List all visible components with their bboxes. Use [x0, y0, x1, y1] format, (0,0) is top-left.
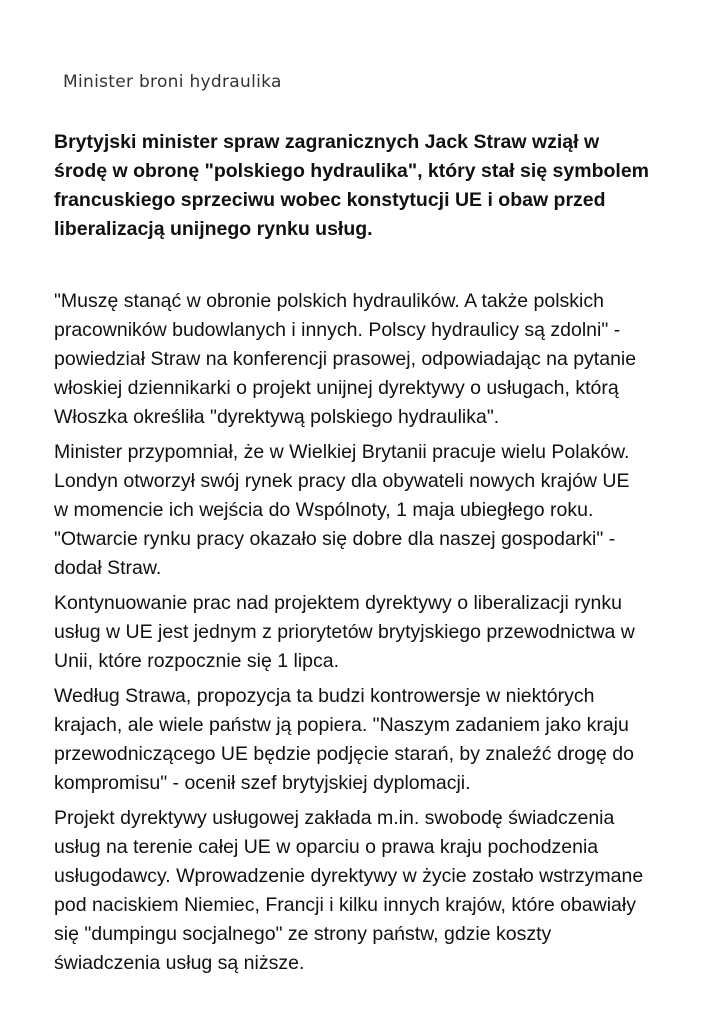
body-line: Minister przypomniał, że w Wielkiej Brytanii pracuje wielu Polaków. — [54, 441, 630, 463]
body-line: pod naciskiem Niemiec, Francji i kilku innych krajów, które obawiały — [54, 894, 636, 916]
article-lead — [54, 128, 674, 244]
body-paragraph — [54, 287, 682, 432]
body-line: pracowników budowlanych i innych. Polscy hydraulicy są zdolni" - — [54, 319, 621, 341]
body-line: Londyn otworzył swój rynek pracy dla obywateli nowych krajów UE — [54, 470, 630, 492]
body-line: Według Strawa, propozycja ta budzi kontrowersje w niektórych — [54, 685, 595, 707]
body-line: usług na terenie całej UE w oparciu o prawa kraju pochodzenia — [54, 836, 599, 858]
article-title: Minister broni hydraulika — [63, 72, 282, 92]
body-line: świadczenia usług są niższe. — [54, 952, 305, 974]
lead-line: liberalizacją unijnego rynku usług. — [54, 218, 373, 240]
body-paragraph — [54, 589, 682, 676]
body-paragraph — [54, 682, 682, 798]
body-line: krajach, ale wiele państw ją popiera. "Naszym zadaniem jako kraju — [54, 714, 629, 736]
body-line: się "dumpingu socjalnego" ze strony państw, gdzie koszty — [54, 923, 552, 945]
article-body — [54, 287, 682, 984]
body-line: "Muszę stanąć w obronie polskich hydraulików. A także polskich — [54, 290, 604, 312]
body-paragraph — [54, 804, 682, 978]
body-line: Włoszka określiła "dyrektywą polskiego hydraulika". — [54, 406, 500, 428]
body-line: powiedział Straw na konferencji prasowej, odpowiadając na pytanie — [54, 348, 637, 370]
body-line: Kontynuowanie prac nad projektem dyrektywy o liberalizacji rynku — [54, 592, 622, 614]
body-line: przewodniczącego UE będzie podjęcie starań, by znaleźć drogę do — [54, 743, 634, 765]
body-line: usługodawcy. Wprowadzenie dyrektywy w życie zostało wstrzymane — [54, 865, 644, 887]
body-line: dodał Straw. — [54, 557, 162, 579]
body-line: włoskiej dziennikarki o projekt unijnej dyrektywy o usługach, którą — [54, 377, 619, 399]
lead-line: Brytyjski minister spraw zagranicznych Jack Straw wziął w — [54, 131, 600, 153]
body-paragraph — [54, 438, 682, 583]
body-line: Projekt dyrektywy usługowej zakłada m.in. swobodę świadczenia — [54, 807, 615, 829]
body-line: kompromisu" - ocenił szef brytyjskiej dyplomacji. — [54, 772, 471, 794]
body-line: Unii, które rozpocznie się 1 lipca. — [54, 650, 340, 672]
lead-line: francuskiego sprzeciwu wobec konstytucji UE i obaw przed — [54, 189, 606, 211]
body-line: "Otwarcie rynku pracy okazało się dobre dla naszej gospodarki" - — [54, 528, 616, 550]
lead-line: środę w obronę "polskiego hydraulika", który stał się symbolem — [54, 160, 649, 182]
body-line: usług w UE jest jednym z priorytetów brytyjskiego przewodnictwa w — [54, 621, 635, 643]
body-line: w momencie ich wejścia do Wspólnoty, 1 maja ubiegłego roku. — [54, 499, 594, 521]
